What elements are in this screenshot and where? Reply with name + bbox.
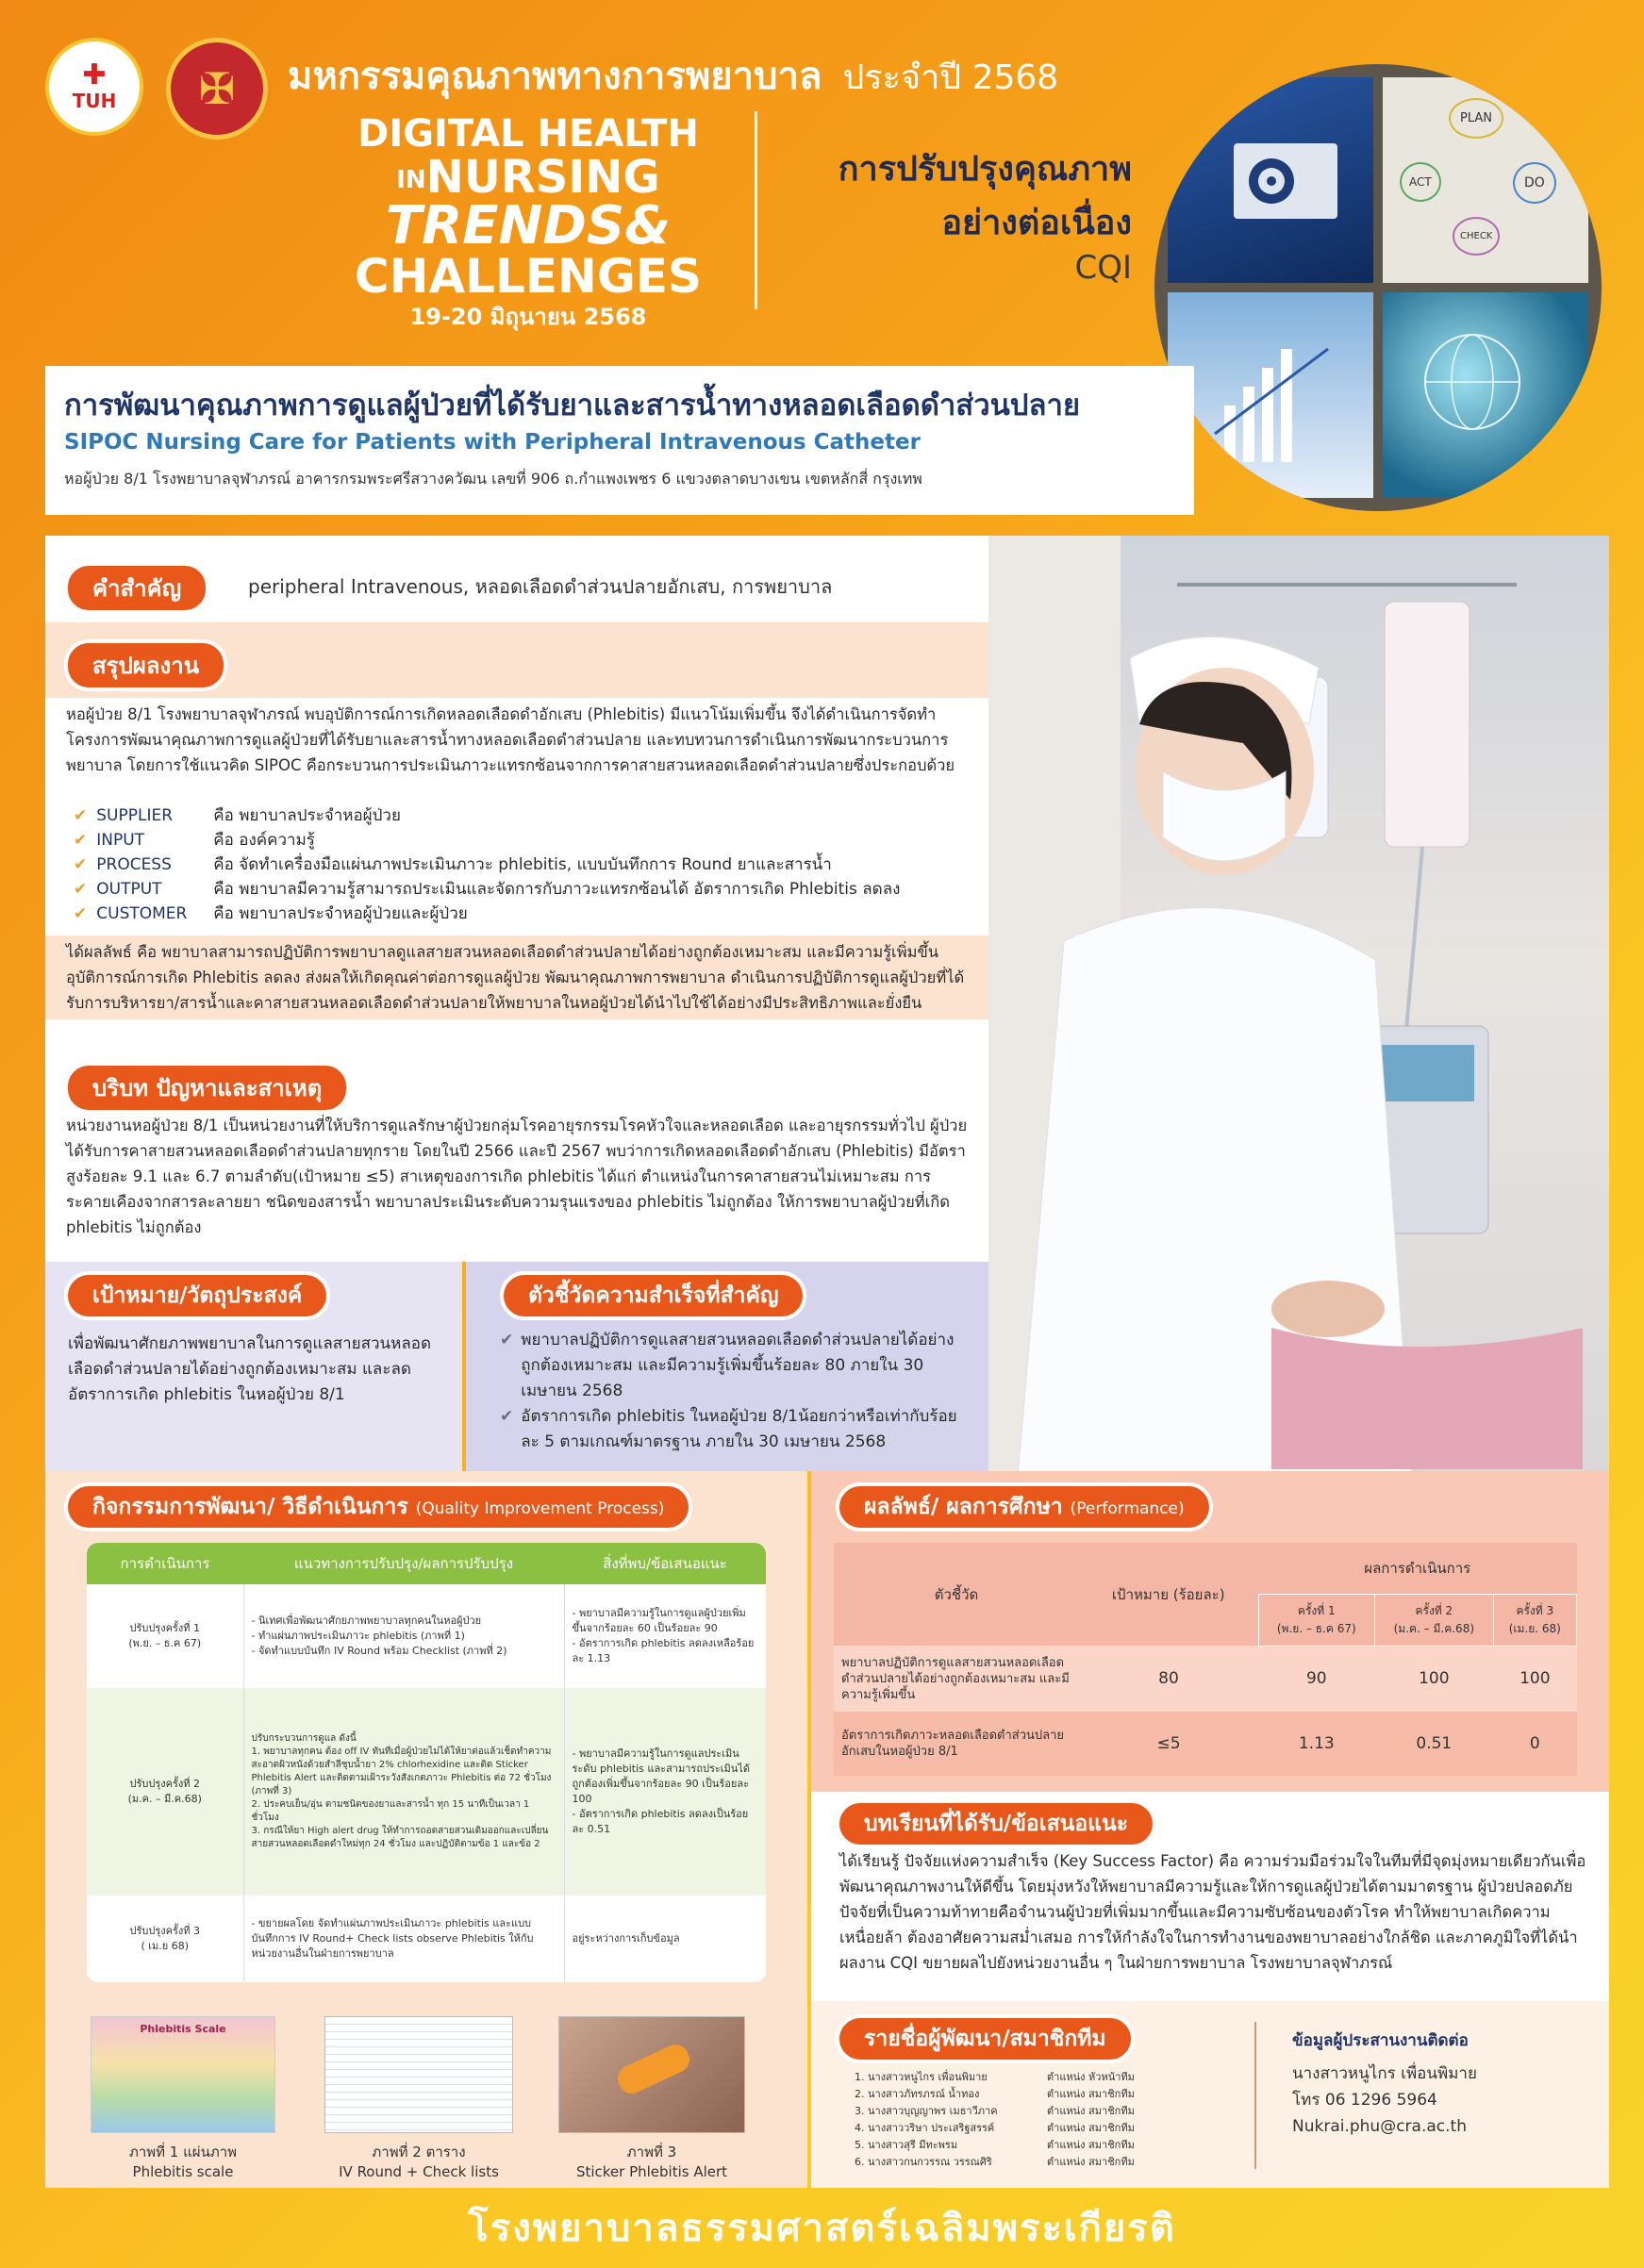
event-year: ประจำปี 2568 <box>842 58 1059 97</box>
footer-hospital-name: โรงพยาบาลธรรมศาสตร์เฉลิมพระเกียรติ <box>468 2207 1176 2250</box>
goal-label: เป้าหมาย/วัตถุประสงค์ <box>64 1271 330 1320</box>
qip-col-header: สิ่งที่พบ/ข้อเสนอแนะ <box>564 1543 766 1584</box>
member-name: 5. นางสาวสุรี มีทะพรม <box>855 2139 958 2151</box>
contact-divider <box>1254 2022 1256 2169</box>
perf-round-header <box>1375 1594 1494 1646</box>
perf-round-header <box>1493 1594 1576 1646</box>
nurse-with-iv-illustration <box>988 536 1609 1471</box>
event-title <box>288 45 1058 106</box>
nurse-photo <box>988 536 1609 1471</box>
qip-table <box>87 1543 766 1982</box>
perf-row <box>834 1712 1577 1776</box>
sipoc-list <box>74 803 979 926</box>
perf-r1: 90 <box>1305 1669 1327 1689</box>
cross-emblem-icon: ✠ <box>198 63 236 114</box>
summary-outcome: ได้ผลลัพธ์ คือ พยาบาลสามารถปฏิบัติการพยาบาลดูแลสายสวนหลอดเลือดดำส่วนปลายได้อย่างถูกต้องเหมาะสม และมีความรู้เพิ่มขึ้น อุบัติการณ์การเกิด Phlebitis ลดลง ส่งผลให้เกิดคุณค่าต่อการดูแลผู้ป่วย พัฒนาคุณภาพการพยาบาล ดำเนินการปฏิบัติการดูแลผู้ป่วยที่ได้รับการบริหารยา/สารน้ำและคาสายสวนหลอดเลือดดำส่วนปลายให้พยาบาลในหอผู้ป่วยได้นำไปใช้ได้อย่างมีประสิทธิภาพและยั่งยืน <box>45 935 988 1019</box>
perf-r3: 100 <box>1519 1669 1551 1689</box>
contact-name: นางสาวหนูไกร เพื่อนพิมาย <box>1292 2064 1477 2083</box>
qip-step-cell <box>87 1688 243 1896</box>
photo-caption: Sticker Phlebitis Alert <box>575 2163 728 2180</box>
nursing-department-logo <box>166 38 268 140</box>
member-role: ตำแหน่ง สมาชิกทีม <box>1047 2139 1135 2151</box>
theme-line-2: อย่างต่อเนื่อง <box>941 204 1132 242</box>
perf-target: 80 <box>1158 1669 1179 1688</box>
laptop-photo <box>1168 77 1373 283</box>
lessons-text: ได้เรียนรู้ ปัจจัยแห่งความสำเร็จ (Key Success Factor) คือ ความร่วมมือร่วมใจในทีมที่มีจุดมุ่งหมายเดียวกันเพื่อพัฒนาคุณภาพงานให้ดีขึ้น โดยมุ่งหวังให้พยาบาลมีความรู้และให้การดูแลผู้ป่วยได้ตามมาตรฐาน ผู้ป่วยปลอดภัย ปัจจัยที่เป็นความท้าทายคือจำนวนผู้ป่วยที่เพิ่มมากขึ้นและมีความซับซ้อนของตัวโรค ทำให้พยาบาลเกิดความเหนื่อยล้า ต้องอาศัยความสม่ำเสมอ การให้กำลังใจในการทำงานของพยาบาลอย่างใกล้ชิด และภาคภูมิใจที่ได้นำผลงาน CQI ขยายผลไปยังหน่วยงานอื่น ๆ ในฝ่ายการพยาบาล โรงพยาบาลจุฬาภรณ์ <box>839 1852 1586 1972</box>
title-thai: การพัฒนาคุณภาพการดูแลผู้ป่วยที่ได้รับยาและสารน้ำทางหลอดเลือดดำส่วนปลาย <box>64 389 1081 422</box>
tuh-logo-text: TUH <box>72 90 117 112</box>
qip-step: ปรับปรุงครั้งที่ 3 <box>129 1925 201 1937</box>
round-period: (เม.ย. 68) <box>1508 1621 1561 1635</box>
check-bullet-icon: ✔ <box>74 904 88 923</box>
perf-header-target: เป้าหมาย (ร้อยละ) <box>1079 1543 1258 1646</box>
perf-indicator: อัตราการเกิดภาวะหลอดเลือดดำส่วนปลายอักเสบในหอผู้ป่วย 8/1 <box>841 1729 1065 1759</box>
performance-section <box>811 1471 1609 1792</box>
kpi-section <box>466 1262 988 1471</box>
team-member <box>855 2137 1213 2154</box>
qip-row <box>87 1896 766 1982</box>
sipoc-item <box>74 828 979 853</box>
qip-row <box>87 1688 766 1896</box>
qip-findings: อยู่ระหว่างการเก็บข้อมูล <box>572 1932 680 1945</box>
brand-line-4: CHALLENGES <box>354 249 703 304</box>
header-photo-wheel <box>1154 64 1602 511</box>
context-section <box>45 1047 988 1262</box>
kpi-text: พยาบาลปฏิบัติการดูแลสายสวนหลอดเลือดดำส่วนปลายได้อย่างถูกต้องเหมาะสม และมีความรู้เพิ่มขึ้นร้อยละ 80 ภายใน 30 เมษายน 2568 <box>521 1331 955 1400</box>
goal-text: เพื่อพัฒนาศักยภาพพยาบาลในการดูแลสายสวนหลอดเลือดดำส่วนปลายได้อย่างถูกต้องเหมาะสม และลดอัตราการเกิด phlebitis ในหอผู้ป่วย 8/1 <box>68 1334 432 1404</box>
pdca-do: DO <box>1513 162 1556 204</box>
photo-caption: ภาพที่ 3 <box>626 2144 677 2160</box>
check-circle-icon: ✔ <box>500 1407 514 1426</box>
performance-label <box>836 1482 1213 1531</box>
qip-step-cell <box>87 1584 243 1688</box>
pdca-act: ACT <box>1400 162 1441 202</box>
phlebitis-scale-image-title: Phlebitis Scale <box>140 2023 226 2035</box>
member-name: 3. นางสาวบุญญาพร เมธาวีภาค <box>855 2105 998 2117</box>
globe-icon <box>1383 292 1588 498</box>
member-role: ตำแหน่ง สมาชิกทีม <box>1047 2156 1135 2168</box>
team-label: รายชื่อผู้พัฒนา/สมาชิกทีม <box>836 2014 1135 2063</box>
sipoc-value: คือ จัดทำเครื่องมือแผ่นภาพประเมินภาวะ phlebitis, แบบบันทึกการ Round ยาและสารน้ำ <box>213 855 832 874</box>
team-member <box>855 2069 1213 2086</box>
summary-section <box>45 622 988 1047</box>
qip-table-card <box>87 1543 766 1982</box>
lessons-section <box>811 1792 1609 2001</box>
round-period: (ม.ค. – มี.ค.68) <box>1393 1621 1475 1635</box>
tuh-logo <box>45 38 143 136</box>
sipoc-key: CUSTOMER <box>96 904 188 923</box>
member-name: 6. นางสาวกนกวรรณ วรรณศิริ <box>855 2156 992 2168</box>
kpi-label: ตัวชี้วัดความสำเร็จที่สำคัญ <box>500 1271 806 1320</box>
title-english: SIPOC Nursing Care for Patients with Peripheral Intravenous Catheter <box>64 430 921 455</box>
sipoc-key: OUTPUT <box>96 880 162 899</box>
bar-chart-icon <box>1168 292 1373 498</box>
team-member <box>855 2086 1213 2103</box>
contact-title: ข้อมูลผู้ประสานงานติดต่อ <box>1292 2031 1469 2050</box>
qip-period: ( เม.ย 68) <box>141 1940 190 1952</box>
perf-r2: 0.51 <box>1416 1734 1453 1753</box>
red-cross-icon: ✚ <box>82 58 107 91</box>
performance-label-en: (Performance) <box>1070 1499 1185 1518</box>
kpi-list <box>500 1328 971 1455</box>
summary-label: สรุปผลงาน <box>64 639 227 691</box>
qip-label <box>64 1482 692 1531</box>
digital-globe-photo <box>1383 292 1588 498</box>
qip-findings: - พยาบาลมีความรู้ในการดูแลผู้ป่วยเพิ่มขึ้นจากร้อยละ 60 เป็นร้อยละ 90 - อัตราการเกิด phlebitis ลดลงเหลือร้อยละ 1.13 <box>572 1607 755 1664</box>
team-member <box>855 2103 1213 2120</box>
qip-col-header: แนวทางการปรับปรุง/ผลการปรับปรุง <box>243 1543 564 1584</box>
team-section <box>811 2001 1609 2188</box>
sipoc-key: SUPPLIER <box>96 806 174 825</box>
round-label: ครั้งที่ 2 <box>1415 1603 1453 1617</box>
keywords-label: คำสำคัญ <box>64 562 209 614</box>
team-member <box>855 2154 1213 2171</box>
check-bullet-icon: ✔ <box>74 855 88 874</box>
photo-caption: IV Round + Check lists <box>339 2163 499 2180</box>
qip-col-header: การดำเนินการ <box>87 1543 243 1584</box>
sipoc-value: คือ พยาบาลมีความรู้สามารถประเมินและจัดการกับภาวะแทรกซ้อนได้ อัตราการเกิด Phlebitis ลดลง <box>213 880 901 899</box>
member-role: ตำแหน่ง สมาชิกทีม <box>1047 2105 1135 2117</box>
sipoc-item <box>74 803 979 828</box>
perf-r1: 1.13 <box>1298 1734 1335 1753</box>
qip-step: ปรับปรุงครั้งที่ 2 <box>129 1778 201 1790</box>
brand-line-2: NURSING <box>425 151 660 204</box>
contact-phone: โทร 06 1296 5964 <box>1292 2091 1437 2110</box>
qip-section <box>45 1471 807 2188</box>
keywords-text: peripheral Intravenous, หลอดเลือดดำส่วนปลายอักเสบ, การพยาบาล <box>248 575 833 598</box>
sipoc-value: คือ พยาบาลประจำหอผู้ป่วย <box>213 806 401 825</box>
cqi-theme <box>773 141 1132 287</box>
qip-actions: - นิเทศเพื่อพัฒนาศักยภาพพยาบาลทุกคนในหอผู้ป่วย - ทำแผ่นภาพประเมินภาวะ phlebitis (ภาพที่ 1) - จัดทำแบบบันทึก IV Round พร้อม Checklist (ภาพที่ 2) <box>243 1584 564 1688</box>
sipoc-item <box>74 853 979 877</box>
perf-round-header <box>1258 1594 1375 1646</box>
perf-r3: 0 <box>1529 1734 1540 1753</box>
brand-line-3: TRENDS& <box>385 195 672 257</box>
photo-caption: ภาพที่ 1 แผ่นภาพ <box>128 2144 238 2160</box>
member-role: ตำแหน่ง สมาชิกทีม <box>1047 2122 1135 2134</box>
pdca-check: CHECK <box>1453 217 1500 256</box>
perf-header-results: ผลการดำเนินการ <box>1258 1543 1577 1594</box>
phlebitis-scale-image <box>91 2016 275 2133</box>
team-list <box>855 2069 1213 2171</box>
event-title-text: มหกรรมคุณภาพทางการพยาบาล <box>288 55 822 98</box>
title-location: หอผู้ป่วย 8/1 โรงพยาบาลจุฬาภรณ์ อาคารกรมพระศรีสวางควัฒน เลขที่ 906 ถ.กำแพงเพชร 6 แขวงตลาดบางเขน เขตหลักสี่ กรุงเทพ <box>64 470 922 488</box>
qip-actions: ปรับกระบวนการดูแล ดังนี้ 1. พยาบาลทุกคน ต้อง off IV ทันทีเมื่อผู้ป่วยไม่ได้ให้ยาต่อแล้วเช็ดทำความสะอาดผิวหนังด้วยสำลีชุบน้ำยา 2% chlorhexidine และติด Sticker Phlebitis Alert และติดตามเฝ้าระวังสังเกตภาวะ Phlebitis ต่อ 72 ชั่วโมง (ภาพที่ 3) 2. ประคบเย็น/อุ่น ตามชนิดของยาและสารน้ำ ทุก 15 นาทีเป็นเวลา 1 ชั่วโมง 3. กรณีให้ยา High alert drug ให้ทำการถอดสายสวนเดิมออกและเปลี่ยนสายสวนหลอดเลือดดำใหม่ทุก 24 ชั่วโมง และปฏิบัติตามข้อ 1 และข้อ 2 <box>243 1688 564 1896</box>
member-role: ตำแหน่ง สมาชิกทีม <box>1047 2088 1135 2100</box>
pdca-plan: PLAN <box>1449 98 1503 139</box>
brand-block <box>321 112 736 330</box>
qip-photo-3 <box>558 2016 745 2180</box>
qip-period: (ม.ค. – มี.ค.68) <box>127 1793 202 1805</box>
performance-table <box>834 1543 1577 1776</box>
member-name: 4. นางสาววริษา ประเสริฐสรรค์ <box>855 2122 995 2134</box>
summary-intro: หอผู้ป่วย 8/1 โรงพยาบาลจุฬาภรณ์ พบอุบัติการณ์การเกิดหลอดเลือดดำอักเสบ (Phlebitis) มีแนวโน้มเพิ่มขึ้น จึงได้ดำเนินการจัดทำโครงการพัฒนาคุณภาพการดูแลผู้ป่วยที่ได้รับยาและสารน้ำทางหลอดเลือดดำส่วนปลาย และทบทวนการดำเนินการพัฒนากระบวนการพยาบาล โดยการใช้แนวคิด SIPOC คือกระบวนการประเมินภาวะแทรกซ้อนจากการคาสายสวนหลอดเลือดดำส่วนปลายซึ่งประกอบด้วย <box>66 705 955 774</box>
chart-photo <box>1168 292 1373 498</box>
kpi-item <box>500 1328 971 1404</box>
sticker-alert-image <box>558 2016 745 2133</box>
member-role: ตำแหน่ง หัวหน้าทีม <box>1047 2071 1135 2083</box>
qip-photo-2 <box>324 2016 513 2180</box>
header-divider <box>755 111 757 309</box>
brand-in: IN <box>396 166 426 194</box>
qip-actions: - ขยายผลโดย จัดทำแผ่นภาพประเมินภาวะ phlebitis และแบบบันทึกการ IV Round+ Check lists observe Phlebitis ให้กับหน่วยงานอื่นในฝ่ายการพยาบาล <box>243 1896 564 1982</box>
qip-photo-1 <box>91 2016 275 2180</box>
qip-label-thai: กิจกรรมการพัฒนา/ วิธีดำเนินการ <box>92 1495 408 1519</box>
sipoc-key: INPUT <box>96 831 145 850</box>
round-period: (พ.ย. – ธ.ค 67) <box>1276 1621 1356 1635</box>
qip-row <box>87 1584 766 1688</box>
photo-caption: Phlebitis scale <box>132 2163 234 2180</box>
check-bullet-icon: ✔ <box>74 831 88 850</box>
sipoc-key: PROCESS <box>96 855 172 874</box>
perf-target: ≤5 <box>1156 1734 1181 1753</box>
context-text: หน่วยงานหอผู้ป่วย 8/1 เป็นหน่วยงานที่ให้บริการดูแลรักษาผู้ป่วยกลุ่มโรคอายุรกรรมโรคหัวใจและหลอดเลือด และอายุรกรรมทั่วไป ผู้ป่วยได้รับการคาสายสวนหลอดเลือดดำส่วนปลายทุกราย โดยในปี 2566 และปี 2567 พบว่าการเกิดหลอดเลือดดำอักเสบ (Phlebitis) มีอัตราสูงร้อยละ 9.1 และ 6.7 ตามลำดับ(เป้าหมาย ≤5) สาเหตุของการเกิด phlebitis ได้แก่ ตำแหน่งในการคาสายสวนไม่เหมาะสม การระคายเคืองจากสารละลายยา ชนิดของสารน้ำ พยาบาลประเมินระดับความรุนแรงของ phlebitis ไม่ถูกต้อง ให้การพยาบาลผู้ป่วยที่เกิด phlebitis ไม่ถูกต้อง <box>66 1117 968 1236</box>
check-circle-icon: ✔ <box>500 1331 514 1349</box>
laptop-target-icon <box>1168 77 1373 283</box>
sipoc-value: คือ พยาบาลประจำหอผู้ป่วยและผู้ป่วย <box>213 904 468 923</box>
perf-row <box>834 1646 1577 1712</box>
member-name: 2. นางสาวภัทรภรณ์ น้ำทอง <box>855 2088 980 2100</box>
photo-caption: ภาพที่ 2 ตาราง <box>372 2144 466 2160</box>
sipoc-value: คือ องค์ความรู้ <box>213 831 315 850</box>
iv-round-table-image <box>324 2016 513 2133</box>
check-bullet-icon: ✔ <box>74 880 88 899</box>
qip-period: (พ.ย. – ธ.ค 67) <box>128 1637 202 1649</box>
keywords-section <box>45 536 988 622</box>
pdca-photo <box>1383 77 1588 283</box>
performance-label-thai: ผลลัพธ์/ ผลการศึกษา <box>864 1495 1063 1519</box>
brand-line-1: DIGITAL HEALTH <box>357 112 699 156</box>
context-label: บริบท ปัญหาและสาเหตุ <box>64 1062 350 1114</box>
round-label: ครั้งที่ 3 <box>1516 1603 1554 1617</box>
round-label: ครั้งที่ 1 <box>1297 1603 1336 1617</box>
member-name: 1. นางสาวหนูไกร เพื่อนพิมาย <box>855 2071 988 2083</box>
sipoc-item <box>74 877 979 902</box>
brand-date: 19-20 มิถุนายน 2568 <box>409 304 647 330</box>
lessons-label: บทเรียนที่ได้รับ/ข้อเสนอแนะ <box>836 1799 1156 1848</box>
perf-indicator: พยาบาลปฏิบัติการดูแลสายสวนหลอดเลือดดำส่วนปลายได้อย่างถูกต้องเหมาะสม และมีความรู้เพิ่มขึ้น <box>841 1655 1070 1702</box>
kpi-item <box>500 1404 971 1455</box>
kpi-text: อัตราการเกิด phlebitis ในหอผู้ป่วย 8/1น้อยกว่าหรือเท่ากับร้อยละ 5 ตามเกณฑ์มาตรฐาน ภายใน 30 เมษายน 2568 <box>521 1407 957 1451</box>
contact-block <box>1292 2028 1594 2140</box>
perf-r2: 100 <box>1419 1669 1450 1689</box>
perf-header-indicator: ตัวชี้วัด <box>834 1543 1079 1646</box>
qip-step: ปรับปรุงครั้งที่ 1 <box>129 1622 201 1634</box>
qip-step-cell <box>87 1896 243 1982</box>
qip-label-en: (Quality Improvement Process) <box>415 1499 665 1518</box>
theme-line-3: CQI <box>1074 249 1132 287</box>
qip-findings: - พยาบาลมีความรู้ในการดูแลประเมินระดับ phlebitis และสามารถประเมินได้ถูกต้องเพิ่มขึ้นจากร้อยละ 90 เป็นร้อยละ 100 - อัตราการเกิด phlebitis ลดลงเป็นร้อยละ 0.51 <box>572 1747 750 1835</box>
title-box <box>45 366 1194 515</box>
sipoc-item <box>74 902 979 926</box>
team-member <box>855 2120 1213 2137</box>
theme-line-1: การปรับปรุงคุณภาพ <box>838 150 1132 189</box>
goal-section <box>45 1262 462 1471</box>
check-bullet-icon: ✔ <box>74 806 88 825</box>
contact-email[interactable]: Nukrai.phu@cra.ac.th <box>1292 2117 1467 2136</box>
orange-sticker <box>613 2041 693 2098</box>
